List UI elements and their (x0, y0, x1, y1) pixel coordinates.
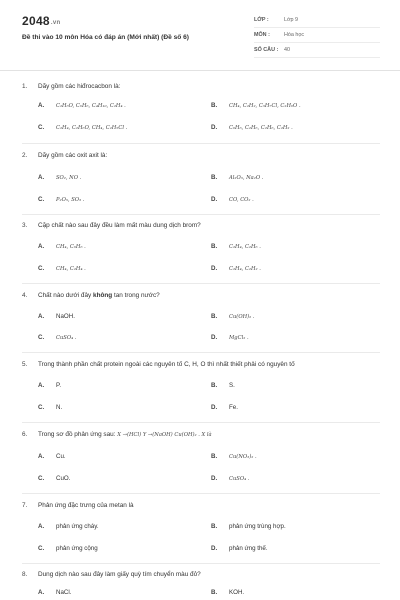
option-b[interactable]: B. Cu(OH)₂ . (211, 313, 255, 320)
divider (22, 283, 380, 284)
option-a[interactable]: A. C₂H₆O, C₆H₆, C₄H₁₀, C₂H₄ . (38, 102, 126, 109)
question-stem: 2. Dãy gồm các oxit axit là: (22, 152, 108, 159)
divider (22, 493, 380, 494)
option-c[interactable]: C. phản ứng cộng (38, 545, 98, 552)
meta-count-value: 40 (284, 47, 290, 53)
option-d[interactable]: D. CuSO₄ . (211, 475, 250, 482)
meta-class-row (254, 14, 380, 28)
divider (22, 563, 380, 564)
logo-brand: 2048 (22, 14, 50, 28)
option-a[interactable]: A. CH₄, C₆H₆ . (38, 243, 86, 250)
option-c[interactable]: C. CuO. (38, 475, 71, 482)
divider (22, 143, 380, 144)
option-d[interactable]: D. CO, CO₂ . (211, 196, 254, 203)
question-stem: 8. Dung dịch nào sau đây làm giấy quỳ tím chuyển màu đỏ? (22, 571, 201, 578)
option-b[interactable]: B. phản ứng trùng hợp. (211, 523, 286, 530)
divider (22, 352, 380, 353)
option-c[interactable]: C. C₂H₄, C₂H₆O, CH₄, C₂H₅Cl . (38, 124, 128, 131)
question-stem: 1. Dãy gồm các hiđrocacbon là: (22, 83, 121, 90)
option-c[interactable]: C. CuSO₄ . (38, 334, 77, 341)
question-stem: 4. Chất nào dưới đây không tan trong nước? (22, 292, 160, 299)
site-logo[interactable] (22, 14, 60, 28)
option-a[interactable]: A. phản ứng cháy. (38, 523, 99, 530)
meta-class-label: LỚP : (254, 17, 269, 23)
option-a[interactable]: A. NaCl. (38, 589, 72, 596)
question-stem: 6. Trong sơ đồ phản ứng sau: X →(HCl) Y →(NaOH) Cu(OH)₂ . X là (22, 431, 212, 438)
option-c[interactable]: C. CH₄, C₂H₄ . (38, 265, 86, 272)
logo-suffix: .vn (50, 20, 61, 26)
emphasis-text: không (93, 292, 113, 299)
option-a[interactable]: A. SO₂, NO . (38, 174, 82, 181)
option-b[interactable]: B. S. (211, 382, 235, 389)
option-d[interactable]: D. phản ứng thế. (211, 545, 268, 552)
divider (22, 214, 380, 215)
meta-count-row (254, 44, 380, 58)
option-b[interactable]: B. KOH. (211, 589, 245, 596)
option-d[interactable]: D. C₂H₄, C₂H₂ . (211, 265, 261, 272)
question-stem: 3. Cặp chất nào sau đây đều làm mất màu dung dịch brom? (22, 222, 201, 229)
meta-subject-label: MÔN : (254, 32, 270, 38)
meta-class-value: Lớp 9 (284, 17, 299, 23)
option-d[interactable]: D. Fe. (211, 404, 238, 411)
option-a[interactable]: A. Cu. (38, 453, 66, 460)
option-c[interactable]: C. P₂O₅, SO₃ . (38, 196, 85, 203)
meta-count-label: SỐ CÂU : (254, 47, 279, 53)
option-b[interactable]: B. Al₂O₃, Na₂O . (211, 174, 264, 181)
option-a[interactable]: A. NaOH. (38, 313, 75, 320)
divider (22, 422, 380, 423)
exam-title: Đề thi vào 10 môn Hóa có đáp án (Mới nhất) (Đề số 6) (22, 34, 189, 41)
option-d[interactable]: D. C₆H₆, C₂H₆, C₂H₆, C₂H₂ . (211, 124, 293, 131)
option-d[interactable]: D. MgCl₂ . (211, 334, 249, 341)
question-stem: 7. Phản ứng đặc trưng của metan là (22, 502, 134, 509)
meta-subject-value: Hóa học (284, 32, 305, 38)
option-c[interactable]: C. N. (38, 404, 63, 411)
option-b[interactable]: B. C₂H₄, C₂H₆ . (211, 243, 261, 250)
meta-subject-row (254, 29, 380, 43)
option-a[interactable]: A. P. (38, 382, 62, 389)
question-stem: 5. Trong thành phần chất protein ngoài các nguyên tố C, H, O thì nhất thiết phải có nguyên tố (22, 361, 295, 368)
exam-header (0, 0, 400, 71)
option-b[interactable]: B. Cu(NO₃)₂ . (211, 453, 257, 460)
option-b[interactable]: B. CH₄, C₂H₂, C₃H₇Cl, C₂H₆O . (211, 102, 301, 109)
reaction-scheme: X →(HCl) Y →(NaOH) Cu(OH)₂ . X là (117, 432, 212, 438)
